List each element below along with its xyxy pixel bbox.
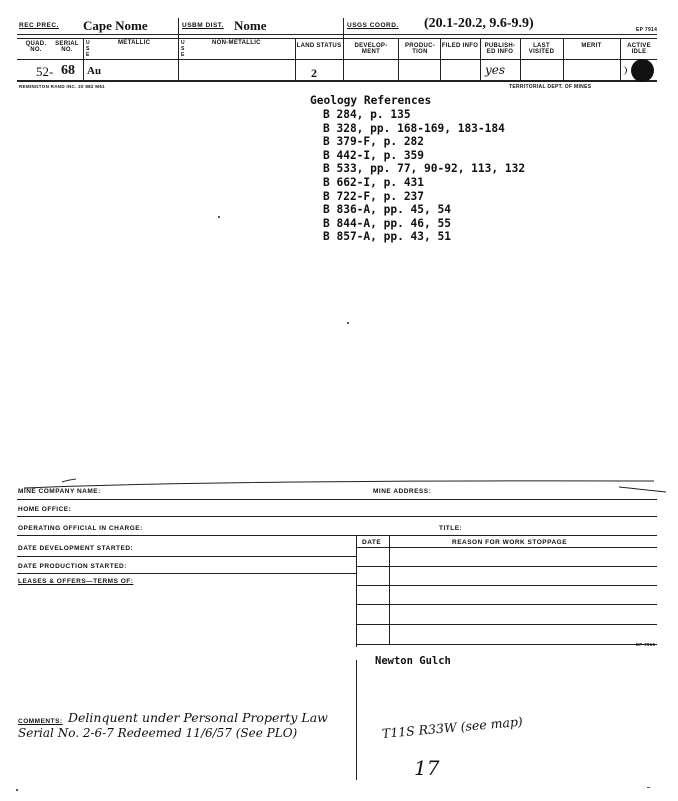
usgs-coord-label: USGS COORD. xyxy=(347,22,399,29)
geology-reference: B 857-A, pp. 43, 51 xyxy=(323,230,451,244)
geology-reference: B 533, pp. 77, 90-92, 113, 132 xyxy=(323,162,526,176)
stoppage-row-rule xyxy=(356,547,657,548)
date-development-label: DATE DEVELOPMENT STARTED: xyxy=(18,545,134,552)
stoppage-table-left xyxy=(356,535,357,647)
column-divider xyxy=(343,38,344,80)
paper-speck xyxy=(647,787,650,788)
stoppage-row-rule xyxy=(356,624,657,625)
agency-imprint: TERRITORIAL DEPT. OF MINES xyxy=(509,84,592,90)
geology-reference: B 836-A, pp. 45, 54 xyxy=(323,203,451,217)
col-label-production: PRODUC-TION xyxy=(404,43,436,55)
stoppage-bottom-rule xyxy=(356,644,657,645)
form-rule xyxy=(17,535,657,536)
col-label-merit: MERIT xyxy=(581,43,602,49)
rec-prec-label: REC PREC. xyxy=(19,22,59,29)
land-status-value: 2 xyxy=(311,66,317,80)
stoppage-date-header: DATE xyxy=(362,539,382,546)
stoppage-row-rule xyxy=(356,604,657,605)
geology-reference: B 328, pp. 168-169, 183-184 xyxy=(323,121,505,135)
location-name: Newton Gulch xyxy=(375,655,451,667)
comments-divider xyxy=(356,660,357,780)
form-number-top: EP 7914 xyxy=(636,27,658,33)
stoppage-row-rule xyxy=(356,566,657,567)
col-label-published-info: PUBLISH-ED INFO xyxy=(484,43,516,55)
usbm-dist-label: USBM DIST. xyxy=(182,22,224,29)
geology-reference: B 844-A, pp. 46, 55 xyxy=(323,216,451,230)
geology-reference: B 379-F, p. 282 xyxy=(323,135,425,149)
serial-number-value: 68 xyxy=(61,63,75,78)
tally-mark xyxy=(622,66,627,75)
paper-speck xyxy=(218,216,220,218)
geology-reference: B 442-I, p. 359 xyxy=(323,148,425,162)
geology-reference: B 662-I, p. 431 xyxy=(323,175,425,189)
col-label-land-status: LAND STATUS xyxy=(296,43,342,49)
header-divider xyxy=(178,18,179,38)
title-label: TITLE: xyxy=(439,525,463,532)
col-label-nonmetallic: NON-METALLIC xyxy=(212,40,261,46)
usgs-coord-value: (20.1-20.2, 9.6-9.9) xyxy=(424,16,534,31)
mine-address-label: MINE ADDRESS: xyxy=(373,488,432,495)
date-production-label: DATE PRODUCTION STARTED: xyxy=(18,563,127,570)
geology-reference: B 722-F, p. 237 xyxy=(323,189,425,203)
form-number-bottom: EP 7915 xyxy=(636,642,656,647)
col-label-development: DEVELOP-MENT xyxy=(354,43,388,55)
header-top-rule xyxy=(17,34,657,35)
rec-prec-value: Cape Nome xyxy=(83,18,148,33)
header-value-rule xyxy=(17,59,657,60)
col-label-active-idle: ACTIVE IDLE xyxy=(627,43,651,55)
form-rule-left xyxy=(17,573,356,574)
col-label-use-metallic: U S E xyxy=(86,40,90,58)
leases-label: LEASES & OFFERS—TERMS OF: xyxy=(18,578,134,585)
column-divider xyxy=(178,38,179,80)
township-range: T11S R33W (see map) xyxy=(381,713,524,741)
form-rule-left xyxy=(17,556,356,557)
operating-official-label: OPERATING OFFICIAL IN CHARGE: xyxy=(18,525,143,532)
printer-imprint: REMINGTON RAND INC. 20 882 M61 xyxy=(19,84,105,89)
column-divider xyxy=(83,38,84,80)
col-label-last-visited: LAST VISITED xyxy=(528,43,555,55)
stoppage-row-rule xyxy=(356,585,657,586)
quad-number-value: 52- xyxy=(36,64,54,79)
section-number: 17 xyxy=(414,756,440,780)
col-label-filed-info: FILED INFO xyxy=(441,43,479,49)
geology-title: Geology References xyxy=(310,94,432,107)
col-label-serial: SERIAL NO. xyxy=(55,41,79,53)
column-divider xyxy=(398,38,399,80)
form-rule xyxy=(17,516,657,517)
stoppage-table-divider xyxy=(389,535,390,644)
paper-speck xyxy=(347,322,349,324)
active-idle-indicator xyxy=(631,59,654,82)
mine-company-name-label: MINE COMPANY NAME: xyxy=(18,488,101,495)
geology-reference-list xyxy=(323,109,525,243)
paper-speck xyxy=(16,789,18,791)
header-divider xyxy=(343,18,344,38)
header-mid-rule xyxy=(17,38,657,39)
metallic-commodity-value: Au xyxy=(87,65,102,77)
published-info-value: yes xyxy=(485,63,506,77)
form-top-curve xyxy=(14,470,674,496)
comments-line-2: Serial No. 2-6-7 Redeemed 11/6/57 (See PLO) xyxy=(18,726,298,740)
header-bottom-rule xyxy=(17,80,657,82)
geology-reference: B 284, p. 135 xyxy=(323,108,411,121)
col-label-use-nonmetallic: U S E xyxy=(181,40,185,58)
usbm-dist-value: Nome xyxy=(234,18,267,33)
comments-line-1: Delinquent under Personal Property Law xyxy=(68,710,328,725)
form-rule xyxy=(17,499,657,500)
stoppage-reason-header: REASON FOR WORK STOPPAGE xyxy=(452,539,568,546)
col-label-quad: QUAD. NO. xyxy=(25,41,47,53)
col-label-metallic: METALLIC xyxy=(118,40,151,46)
comments-label: COMMENTS: xyxy=(18,718,63,725)
home-office-label: HOME OFFICE: xyxy=(18,506,72,513)
